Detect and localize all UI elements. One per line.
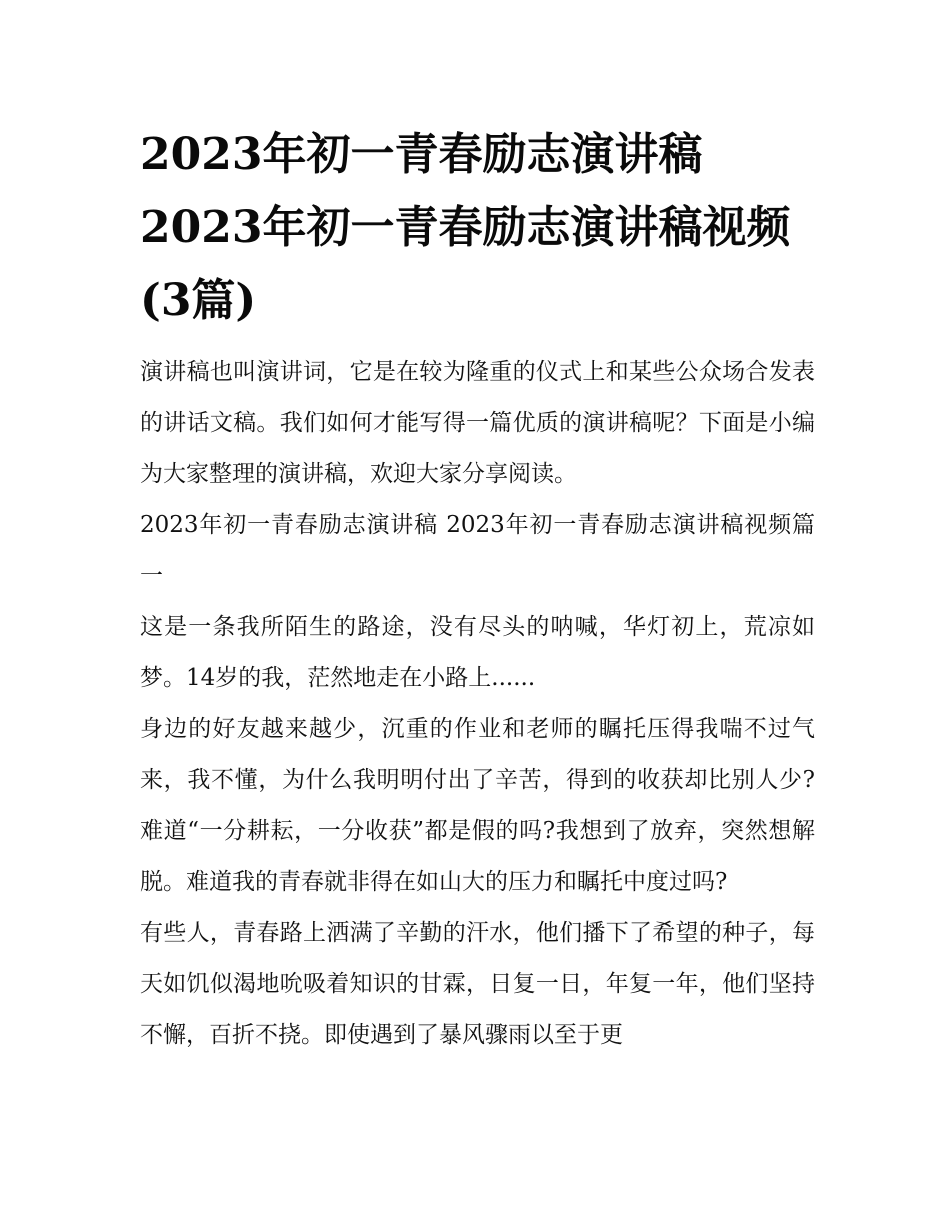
document-page xyxy=(140,118,815,1061)
section-heading-paragraph: 2023年初一青春励志演讲稿 2023年初一青春励志演讲稿视频篇一 xyxy=(140,512,815,589)
body-paragraph-2: 身边的好友越来越少，沉重的作业和老师的瞩托压得我喘不过气来，我不懂，为什么我明明付出了辛苦，得到的收获却比别人少?难道“一分耕耘，一分收获”都是假的吗?我想到了放弃，突然想解脱。难道我的青春就非得在如山大的压力和瞩托中度过吗? xyxy=(140,716,815,895)
intro-paragraph: 演讲稿也叫演讲词，它是在较为隆重的仪式上和某些公众场合发表的讲话文稿。我们如何才能写得一篇优质的演讲稿呢？下面是小编为大家整理的演讲稿，欢迎大家分享阅读。 xyxy=(140,359,815,487)
body-paragraph-1: 这是一条我所陌生的路途，没有尽头的呐喊，华灯初上，荒凉如梦。14岁的我，茫然地走在小路上...... xyxy=(140,614,815,691)
body-paragraph-3: 有些人，青春路上洒满了辛勤的汗水，他们播下了希望的种子，每天如饥似渴地吮吸着知识的甘霖，日复一日，年复一年，他们坚持不懈，百折不挠。即使遇到了暴风骤雨以至于更 xyxy=(140,920,815,1048)
document-title: 2023年初一青春励志演讲稿 2023年初一青春励志演讲稿视频(3篇) xyxy=(140,129,791,326)
